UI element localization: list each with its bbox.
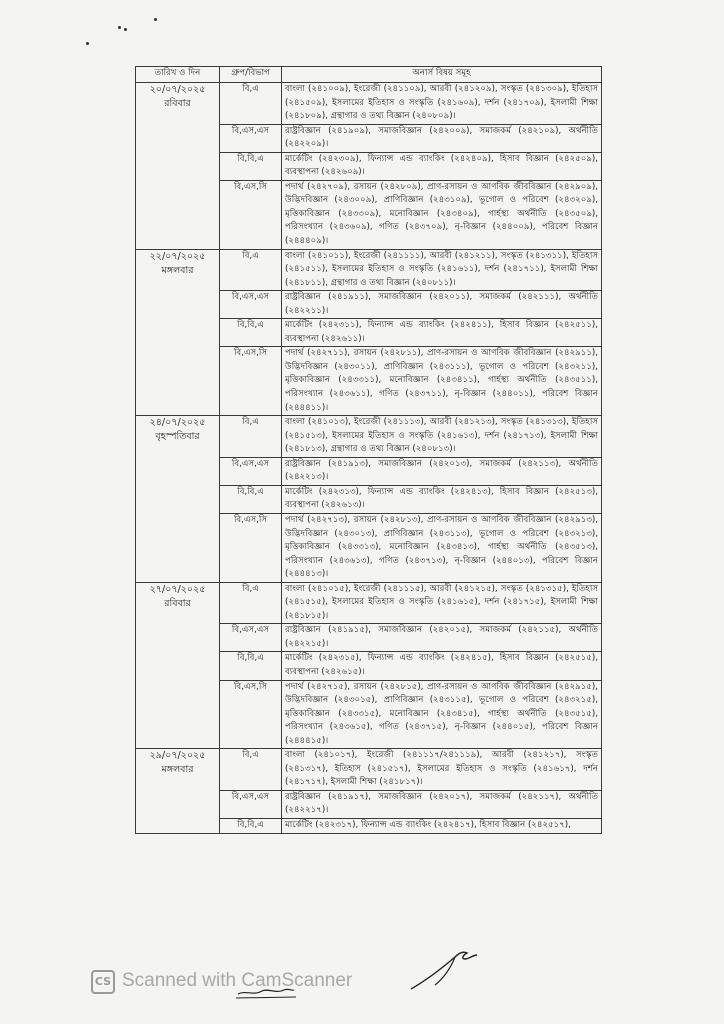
exam-date: ২৭/০৭/২০২৫ (149, 583, 206, 595)
group-cell: বি,বি,এ (220, 152, 282, 180)
exam-schedule-table (135, 66, 602, 834)
exam-weekday: বৃহস্পতিবার (155, 431, 200, 443)
date-day-cell (136, 749, 220, 833)
subjects-cell: বাংলা (২৪১০১৭), ইংরেজী (২৪১১১৭/২৪১১১৯), আরবী (২৪১২১৭), সংস্কৃত (২৪১৩১৭), ইতিহাস (২৪১৫১৭), ইসলামের ইতিহাস ও সংস্কৃতি (২৪১৬১৭), দর্শন (২৪১৭১৭), ইসলামী শিক্ষা (২৪১৮১৭)। (282, 749, 602, 791)
subjects-cell: পদার্থ (২৪২৭১১), রসায়ন (২৪২৮১১), প্রাণ-রসায়ন ও আণবিক জীববিজ্ঞান (২৪২৯১১), উদ্ভিদবিজ্ঞান (২৪৩০১১), প্রাণিবিজ্ঞান (২৪৩১১১), ভূগোল ও পরিবেশ (২৪৩২১১), মৃত্তিকাবিজ্ঞান (২৪৩৩১১), মনোবিজ্ঞান (২৪৩৪১১), গার্হস্থ্য অর্থনীতি (২৪৩৫১১), পরিসংখ্যান (২৪৩৬১১), গণিত (২৪৩৭১১), নৃ-বিজ্ঞান (২৪৪০১১), পরিবেশ বিজ্ঞান (২৪৪৪১১)। (282, 347, 602, 416)
group-cell: বি,এস,সি (220, 180, 282, 249)
group-cell: বি,এ (220, 83, 282, 125)
camscanner-watermark: Scanned with CamScanner (122, 970, 353, 991)
subjects-cell: পদার্থ (২৪২৭০৯), রসায়ন (২৪২৮০৯), প্রাণ-রসায়ন ও আণবিক জীববিজ্ঞান (২৪২৯০৯), উদ্ভিদবিজ্ঞান (২৪৩০০৯), প্রাণিবিজ্ঞান (২৪৩১০৯), ভূগোল ও পরিবেশ (২৪৩২০৯), মৃত্তিকাবিজ্ঞান (২৪৩৩০৯), মনোবিজ্ঞান (২৪৩৪০৯), গার্হস্থ্য অর্থনীতি (২৪৩৫০৯), পরিসংখ্যান (২৪৩৬০৯), গণিত (২৪৩৭০৯), নৃ-বিজ্ঞান (২৪৪০০৯), পরিবেশ বিজ্ঞান (২৪৪৪০৯)। (282, 180, 602, 249)
camscanner-logo: CS (91, 970, 115, 994)
subjects-cell: মার্কেটিং (২৪২৩০৯), ফিন্যান্স এন্ড ব্যাংকিং (২৪২৪০৯), হিসাব বিজ্ঞান (২৪২৫০৯), ব্যবস্থাপনা (২৪২৬০৯)। (282, 152, 602, 180)
subjects-cell: পদার্থ (২৪২৭১৩), রসায়ন (২৪২৮১৩), প্রাণ-রসায়ন ও আণবিক জীববিজ্ঞান (২৪২৯১৩), উদ্ভিদবিজ্ঞান (২৪৩০১৩), প্রাণিবিজ্ঞান (২৪৩১১৩), ভূগোল ও পরিবেশ (২৪৩২১৩), মৃত্তিকাবিজ্ঞান (২৪৩৩১৩), মনোবিজ্ঞান (২৪৩৪১৩), গার্হস্থ্য অর্থনীতি (২৪৩৫১৩), পরিসংখ্যান (২৪৩৬১৩), গণিত (২৪৩৭১৩), নৃ-বিজ্ঞান (২৪৪০১৩), পরিবেশ বিজ্ঞান (২৪৪৪১৩)। (282, 513, 602, 582)
subjects-cell: মার্কেটিং (২৪২৩১১), ফিন্যান্স এন্ড ব্যাংকিং (২৪২৪১১), হিসাব বিজ্ঞান (২৪২৫১১), ব্যবস্থাপনা (২৪২৬১১)। (282, 319, 602, 347)
date-day-cell (136, 416, 220, 583)
table-header-row (136, 67, 602, 83)
group-cell: বি,এস,সি (220, 513, 282, 582)
date-day-cell (136, 83, 220, 250)
group-cell: বি,এস,এস (220, 124, 282, 152)
scan-specks (86, 16, 166, 46)
group-cell: বি,বি,এ (220, 652, 282, 680)
group-cell: বি,বি,এ (220, 485, 282, 513)
group-cell: বি,এ (220, 582, 282, 624)
group-cell: বি,এস,সি (220, 680, 282, 749)
signature-image (405, 945, 485, 995)
table-row (136, 582, 602, 624)
group-cell: বি,এ (220, 749, 282, 791)
subjects-cell: মার্কেটিং (২৪২৩১৫), ফিন্যান্স এন্ড ব্যাংকিং (২৪২৪১৫), হিসাব বিজ্ঞান (২৪২৫১৫), ব্যবস্থাপনা (২৪২৬১৫)। (282, 652, 602, 680)
exam-weekday: মঙ্গলবার (161, 264, 194, 276)
group-cell: বি,এস,সি (220, 347, 282, 416)
group-cell: বি,এ (220, 416, 282, 458)
header-group: গ্রুপ/বিভাগ (220, 67, 282, 83)
subjects-cell: রাষ্ট্রবিজ্ঞান (২৪১৯১৩), সমাজবিজ্ঞান (২৪২০১৩), সমাজকর্ম (২৪২১১৩), অর্থনীতি (২৪২২১৩)। (282, 457, 602, 485)
date-day-cell (136, 582, 220, 749)
subjects-cell: রাষ্ট্রবিজ্ঞান (২৪১৯০৯), সমাজবিজ্ঞান (২৪২০০৯), সমাজকর্ম (২৪২১০৯), অর্থনীতি (২৪২২০৯)। (282, 124, 602, 152)
exam-date: ২০/০৭/২০২৫ (149, 84, 206, 95)
subjects-cell: রাষ্ট্রবিজ্ঞান (২৪১৯১১), সমাজবিজ্ঞান (২৪২০১১), সমাজকর্ম (২৪২১১১), অর্থনীতি (২৪২২১১)। (282, 291, 602, 319)
exam-date: ২২/০৭/২০২৫ (149, 250, 206, 262)
schedule-body (136, 83, 602, 834)
subjects-cell: বাংলা (২৪১০০৯), ইংরেজী (২৪১১০৯), আরবী (২৪১২০৯), সংস্কৃত (২৪১৩০৯), ইতিহাস (২৪১৫০৯), ইসলামের ইতিহাস ও সংস্কৃতি (২৪১৬০৯), দর্শন (২৪১৭০৯), ইসলামী শিক্ষা (২৪১৮০৯), গ্রন্থাগার ও তথ্য বিজ্ঞান (২৪০৮০৯)। (282, 83, 602, 125)
date-day-cell (136, 249, 220, 416)
header-date-day: তারিখ ও দিন (136, 67, 220, 83)
header-subjects: অনার্স বিষয় সমূহ (282, 67, 602, 83)
subjects-cell: বাংলা (২৪১০১৫), ইংরেজী (২৪১১১৫), আরবী (২৪১২১৫), সংস্কৃত (২৪১৩১৫), ইতিহাস (২৪১৫১৫), ইসলামের ইতিহাস ও সংস্কৃতি (২৪১৬১৫), দর্শন (২৪১৭১৫), ইসলামী শিক্ষা (২৪১৮১৫)। (282, 582, 602, 624)
table-row (136, 416, 602, 458)
subjects-cell: মার্কেটিং (২৪২৩১৩), ফিন্যান্স এন্ড ব্যাংকিং (২৪২৪১৩), হিসাব বিজ্ঞান (২৪২৫১৩), ব্যবস্থাপনা (২৪২৬১৩)। (282, 485, 602, 513)
subjects-cell: রাষ্ট্রবিজ্ঞান (২৪১৯১৫), সমাজবিজ্ঞান (২৪২০১৫), সমাজকর্ম (২৪২১১৫), অর্থনীতি (২৪২২১৫)। (282, 624, 602, 652)
group-cell: বি,এ (220, 249, 282, 291)
exam-date: ২৯/০৭/২০২৫ (149, 750, 206, 762)
exam-weekday: রবিবার (164, 597, 191, 609)
subjects-cell: মার্কেটিং (২৪২৩১৭), ফিন্যান্স এন্ড ব্যাংকিং (২৪২৪১৭), হিসাব বিজ্ঞান (২৪২৫১৭), (282, 818, 602, 833)
subjects-cell: পদার্থ (২৪২৭১৫), রসায়ন (২৪২৮১৫), প্রাণ-রসায়ন ও আণবিক জীববিজ্ঞান (২৪২৯১৫), উদ্ভিদবিজ্ঞান (২৪৩০১৫), প্রাণিবিজ্ঞান (২৪৩১১৫), ভূগোল ও পরিবেশ (২৪৩২১৫), মৃত্তিকাবিজ্ঞান (২৪৩৩১৫), মনোবিজ্ঞান (২৪৩৪১৫), গার্হস্থ্য অর্থনীতি (২৪৩৫১৫), পরিসংখ্যান (২৪৩৬১৫), গণিত (২৪৩৭১৫), নৃ-বিজ্ঞান (২৪৪০১৫), পরিবেশ বিজ্ঞান (২৪৪৪১৫)। (282, 680, 602, 749)
subjects-cell: রাষ্ট্রবিজ্ঞান (২৪১৯১৭), সমাজবিজ্ঞান (২৪২০১৭), সমাজকর্ম (২৪২১১৭), অর্থনীতি (২৪২২১৭)। (282, 790, 602, 818)
table-row (136, 83, 602, 125)
exam-weekday: রবিবার (164, 98, 191, 109)
exam-date: ২৪/০৭/২০২৫ (149, 417, 206, 429)
group-cell: বি,বি,এ (220, 319, 282, 347)
subjects-cell: বাংলা (২৪১০১১), ইংরেজী (২৪১১১১), আরবী (২৪১২১১), সংস্কৃত (২৪১৩১১), ইতিহাস (২৪১৫১১), ইসলামের ইতিহাস ও সংস্কৃতি (২৪১৬১১), দর্শন (২৪১৭১১), ইসলামী শিক্ষা (২৪১৮১১), গ্রন্থাগার ও তথ্য বিজ্ঞান (২৪০৮১১)। (282, 249, 602, 291)
exam-weekday: মঙ্গলবার (161, 764, 194, 776)
page-footer (0, 960, 724, 1024)
group-cell: বি,এস,এস (220, 790, 282, 818)
group-cell: বি,বি,এ (220, 818, 282, 833)
table-row (136, 249, 602, 291)
table-row (136, 749, 602, 791)
subjects-cell: বাংলা (২৪১০১৩), ইংরেজী (২৪১১১৩), আরবী (২৪১২১৩), সংস্কৃত (২৪১৩১৩), ইতিহাস (২৪১৫১৩), ইসলামের ইতিহাস ও সংস্কৃতি (২৪১৬১৩), দর্শন (২৪১৭১৩), ইসলামী শিক্ষা (২৪১৮১৩), গ্রন্থাগার ও তথ্য বিজ্ঞান (২৪০৮১৩)। (282, 416, 602, 458)
group-cell: বি,এস,এস (220, 291, 282, 319)
group-cell: বি,এস,এস (220, 457, 282, 485)
group-cell: বি,এস,এস (220, 624, 282, 652)
handwritten-memo-number (236, 982, 296, 1000)
